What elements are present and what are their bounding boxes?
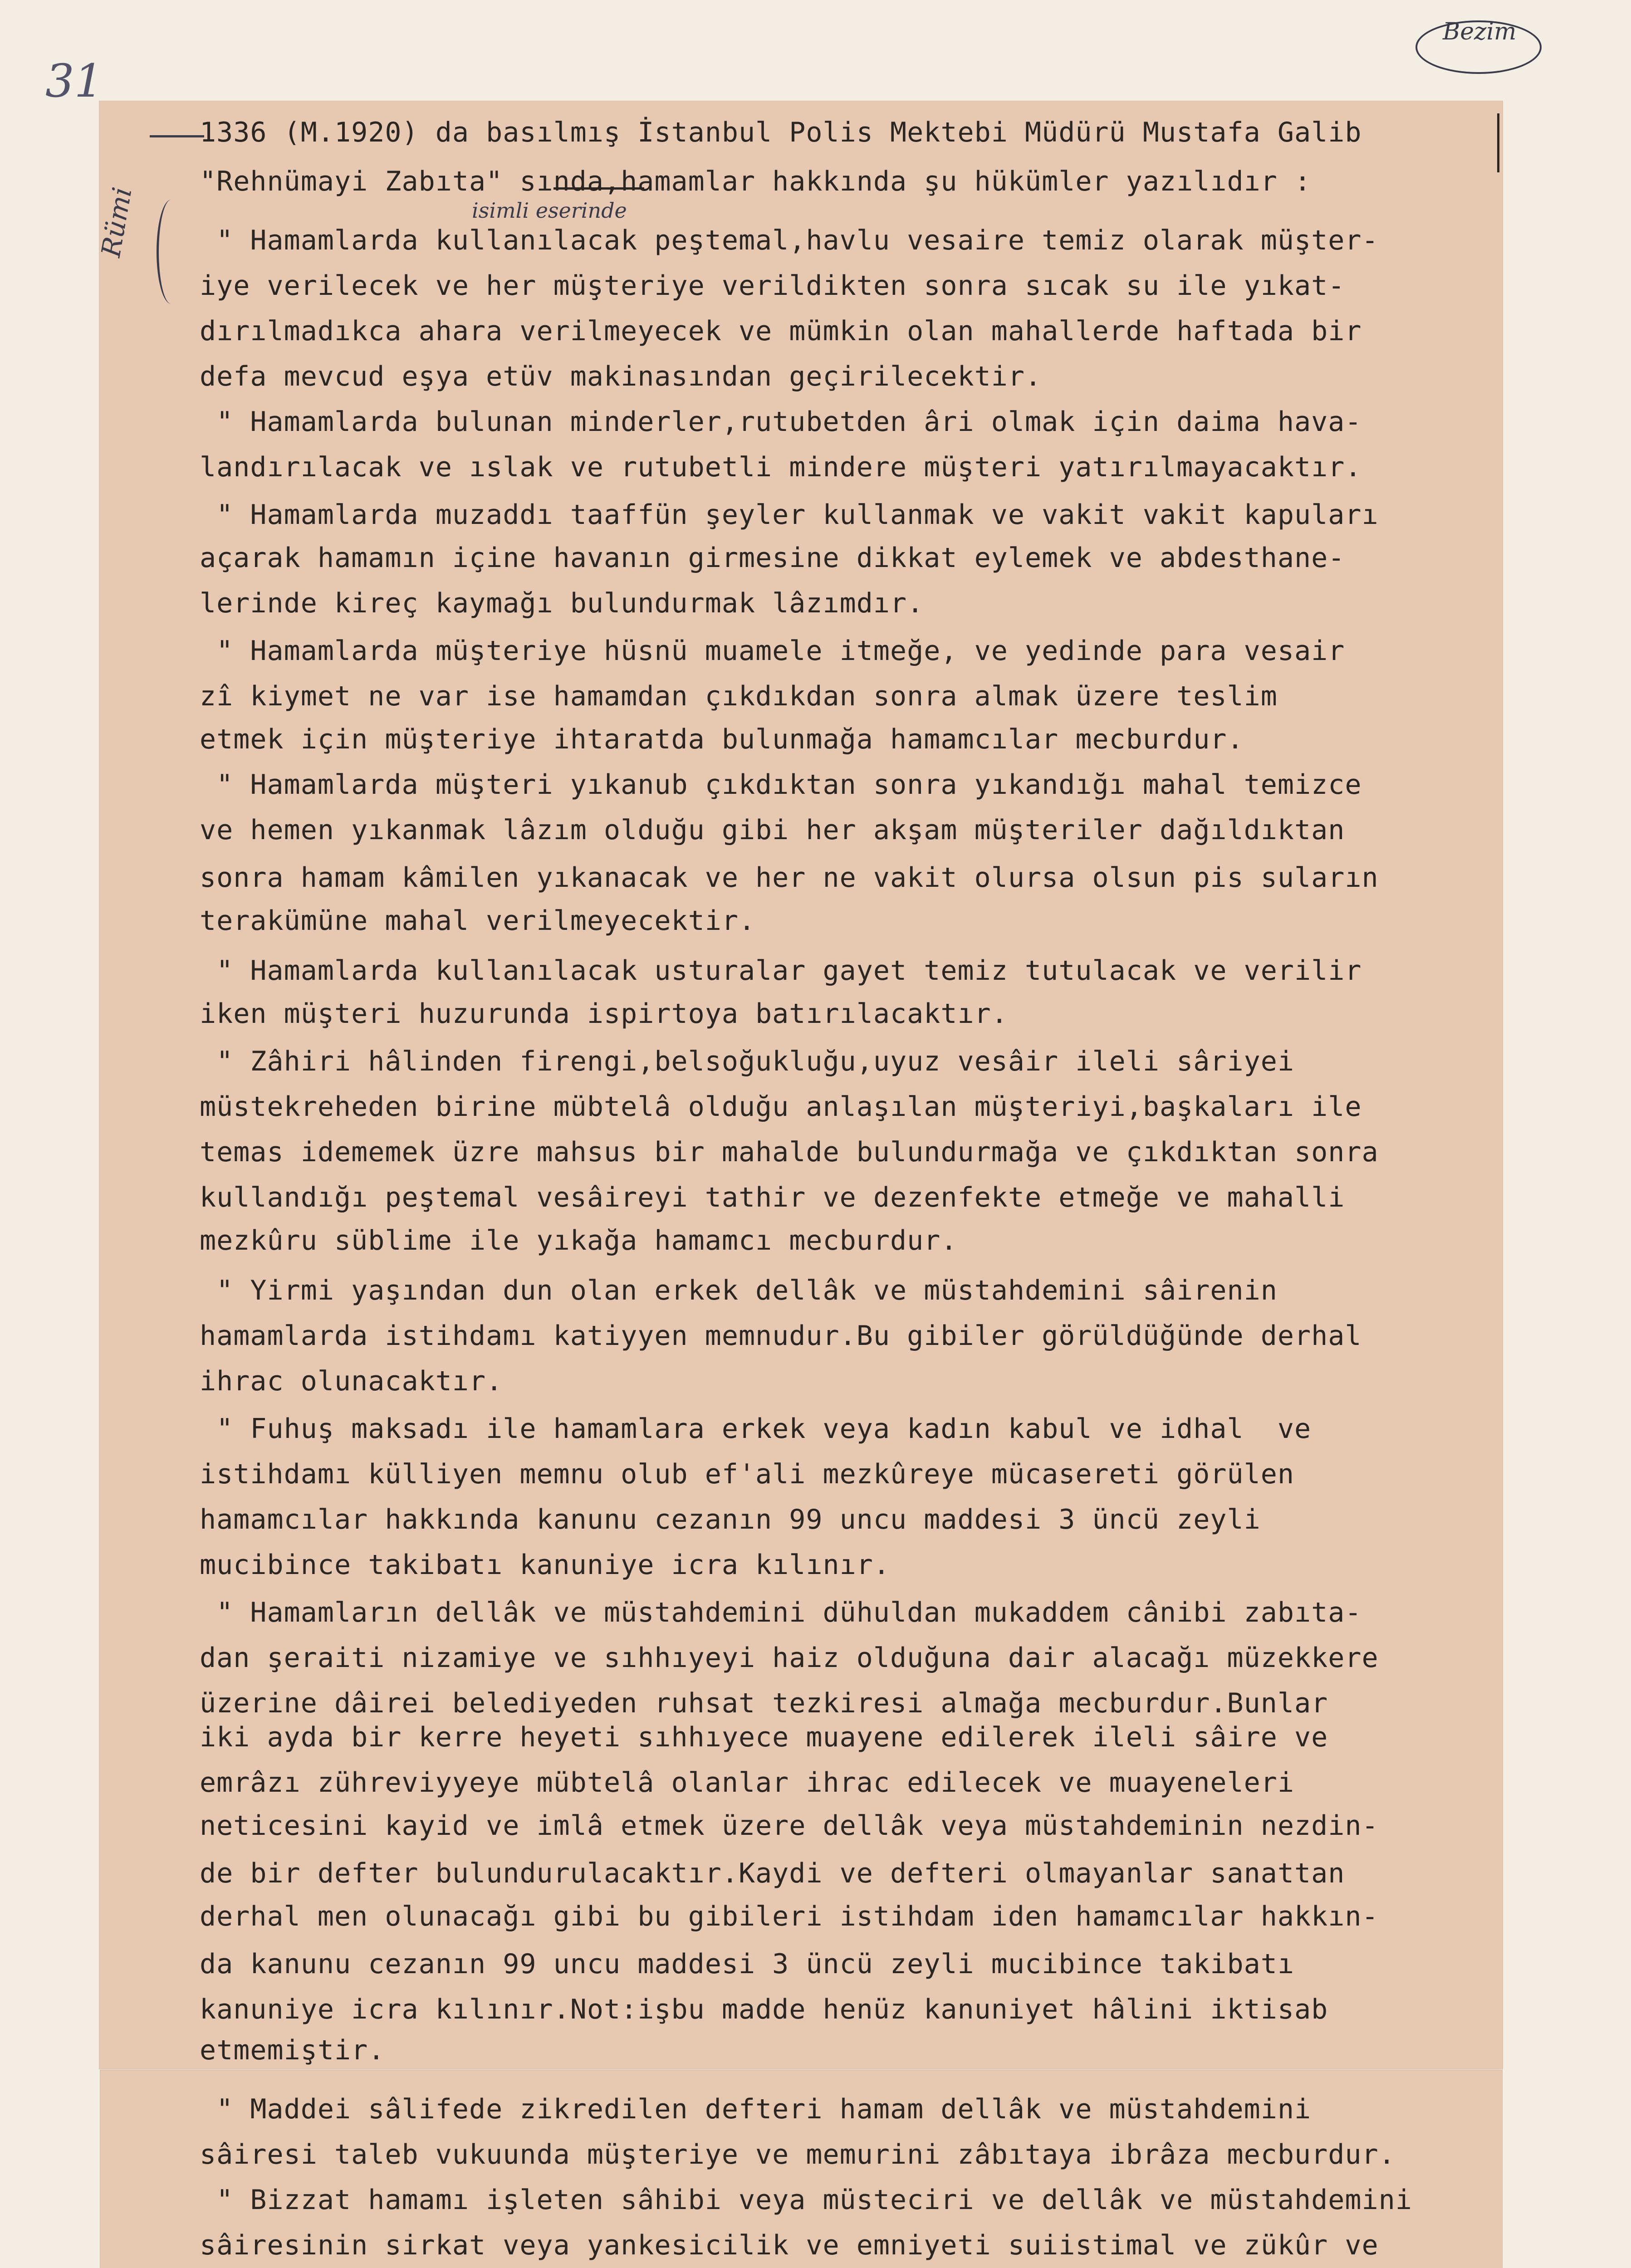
- text-line: etmemiştir.: [200, 2034, 385, 2066]
- text-line: iye verilecek ve her müşteriye verildikten sonra sıcak su ile yıkat-: [200, 270, 1345, 302]
- text-line: terakümüne mahal verilmeyecektir.: [200, 905, 756, 937]
- text-line: " Bizzat hamamı işleten sâhibi veya müsteciri ve dellâk ve müstahdemini: [200, 2184, 1412, 2216]
- text-line: zî kiymet ne var ise hamamdan çıkdıkdan sonra almak üzere teslim: [200, 680, 1278, 712]
- text-line: " Hamamlarda bulunan minderler,rutubetden âri olmak için daima hava-: [200, 406, 1362, 438]
- handwritten-arrow: [150, 135, 204, 137]
- text-line: " Maddei sâlifede zikredilen defteri hamam dellâk ve müstahdemini: [200, 2093, 1312, 2125]
- text-line: iki ayda bir kerre heyeti sıhhıyece muayene edilerek ileli sâire ve: [200, 1721, 1328, 1753]
- text-line: sâiresinin sirkat veya yankesicilik ve emniyeti suiistimal ve zükûr ve: [200, 2229, 1379, 2261]
- text-line: da kanunu cezanın 99 uncu maddesi 3 üncü zeyli mucibince takibatı: [200, 1948, 1294, 1980]
- text-line: temas idememek üzre mahsus bir mahalde bulundurmağa ve çıkdıktan sonra: [200, 1136, 1379, 1168]
- text-line: sâiresi taleb vukuunda müşteriye ve memurini zâbıtaya ibrâza mecburdur.: [200, 2139, 1396, 2170]
- text-line: iken müşteri huzurunda ispirtoya batırılacaktır.: [200, 998, 1008, 1030]
- text-line: de bir defter bulundurulacaktır.Kaydi ve defteri olmayanlar sanattan: [200, 1857, 1345, 1889]
- text-line: " Hamamlarda müşteri yıkanub çıkdıktan sonra yıkandığı mahal temizce: [200, 769, 1362, 801]
- text-line: " Yirmi yaşından dun olan erkek dellâk ve müstahdemini sâirenin: [200, 1275, 1278, 1306]
- text-line: " Hamamlarda muzaddı taaffün şeyler kullanmak ve vakit vakit kapuları: [200, 499, 1379, 531]
- text-line: mezkûru süblime ile yıkağa hamamcı mecburdur.: [200, 1225, 958, 1256]
- text-line: kullandığı peştemal vesâireyi tathir ve dezenfekte etmeğe ve mahalli: [200, 1182, 1345, 1213]
- text-line: mucibince takibatı kanuniye icra kılınır.: [200, 1549, 891, 1581]
- text-line: hamamlarda istihdamı katiyyen memnudur.Bu gibiler görüldüğünde derhal: [200, 1320, 1362, 1352]
- handwritten-page-number: 31: [45, 54, 103, 108]
- text-line: dırılmadıkca ahara verilmeyecek ve mümkin olan mahallerde haftada bir: [200, 315, 1362, 347]
- text-line: " Hamamlarda müşteriye hüsnü muamele itmeğe, ve yedinde para vesair: [200, 635, 1345, 667]
- text-line: kanuniye icra kılınır.Not:işbu madde henüz kanuniyet hâlini iktisab: [200, 1994, 1328, 2025]
- text-line: derhal men olunacağı gibi bu gibileri istihdam iden hamamcılar hakkın-: [200, 1901, 1379, 1932]
- text-line: defa mevcud eşya etüv makinasından geçirilecektir.: [200, 361, 1042, 392]
- text-line: istihdamı külliyen memnu olub ef'ali mezkûreye mücasereti görülen: [200, 1458, 1294, 1490]
- text-line: " Hamamlarda kullanılacak peştemal,havlu vesaire temiz olarak müşter-: [200, 225, 1379, 256]
- margin-bar: [1497, 113, 1499, 172]
- text-line: hamamcılar hakkında kanunu cezanın 99 uncu maddesi 3 üncü zeyli: [200, 1504, 1261, 1535]
- text-line: sonra hamam kâmilen yıkanacak ve her ne vakit olursa olsun pis suların: [200, 862, 1379, 894]
- text-line: dan şeraiti nizamiye ve sıhhıyeyi haiz olduğuna dair alacağı müzekkere: [200, 1642, 1379, 1674]
- handwritten-bracket: [157, 200, 186, 304]
- text-line: " Hamamlarda kullanılacak usturalar gayet temiz tutulacak ve verilir: [200, 955, 1362, 987]
- text-line: lerinde kireç kaymağı bulundurmak lâzımdır.: [200, 587, 924, 619]
- text-line: ihrac olunacaktır.: [200, 1365, 503, 1397]
- text-line: emrâzı zühreviyyeye mübtelâ olanlar ihrac edilecek ve muayeneleri: [200, 1767, 1294, 1799]
- text-line: etmek için müşteriye ihtaratda bulunmağa hamamcılar mecburdur.: [200, 723, 1244, 755]
- text-line: ve hemen yıkanmak lâzım olduğu gibi her akşam müşteriler dağıldıktan: [200, 814, 1345, 846]
- text-line: " Hamamların dellâk ve müstahdemini dühuldan mukaddem cânibi zabıta-: [200, 1597, 1362, 1628]
- handwritten-side-note: Rümi: [95, 185, 138, 259]
- text-line: 1336 (M.1920) da basılmış İstanbul Polis Mektebi Müdürü Mustafa Galib: [200, 117, 1362, 148]
- text-line: landırılacak ve ıslak ve rutubetli mindere müşteri yatırılmayacaktır.: [200, 451, 1362, 483]
- text-line: "Rehnümayi Zabıta" sında,hamamlar hakkında şu hükümler yazılıdır :: [200, 166, 1312, 197]
- text-line: neticesini kayid ve imlâ etmek üzere dellâk veya müstahdeminin nezdin-: [200, 1810, 1379, 1842]
- text-line: " Zâhiri hâlinden firengi,belsoğukluğu,uyuz vesâir ileli sâriyei: [200, 1046, 1294, 1077]
- handwritten-insertion: isimli eserinde: [472, 198, 627, 223]
- text-line: üzerine dâirei belediyeden ruhsat tezkiresi almağa mecburdur.Bunlar: [200, 1687, 1328, 1719]
- text-line: müstekreheden birine mübtelâ olduğu anlaşılan müşteriyi,başkaları ile: [200, 1091, 1362, 1123]
- handwritten-top-note: Bezim: [1443, 18, 1517, 45]
- text-line: açarak hamamın içine havanın girmesine dikkat eylemek ve abdesthane-: [200, 542, 1345, 574]
- text-line: " Fuhuş maksadı ile hamamlara erkek veya kadın kabul ve idhal ve: [200, 1413, 1312, 1445]
